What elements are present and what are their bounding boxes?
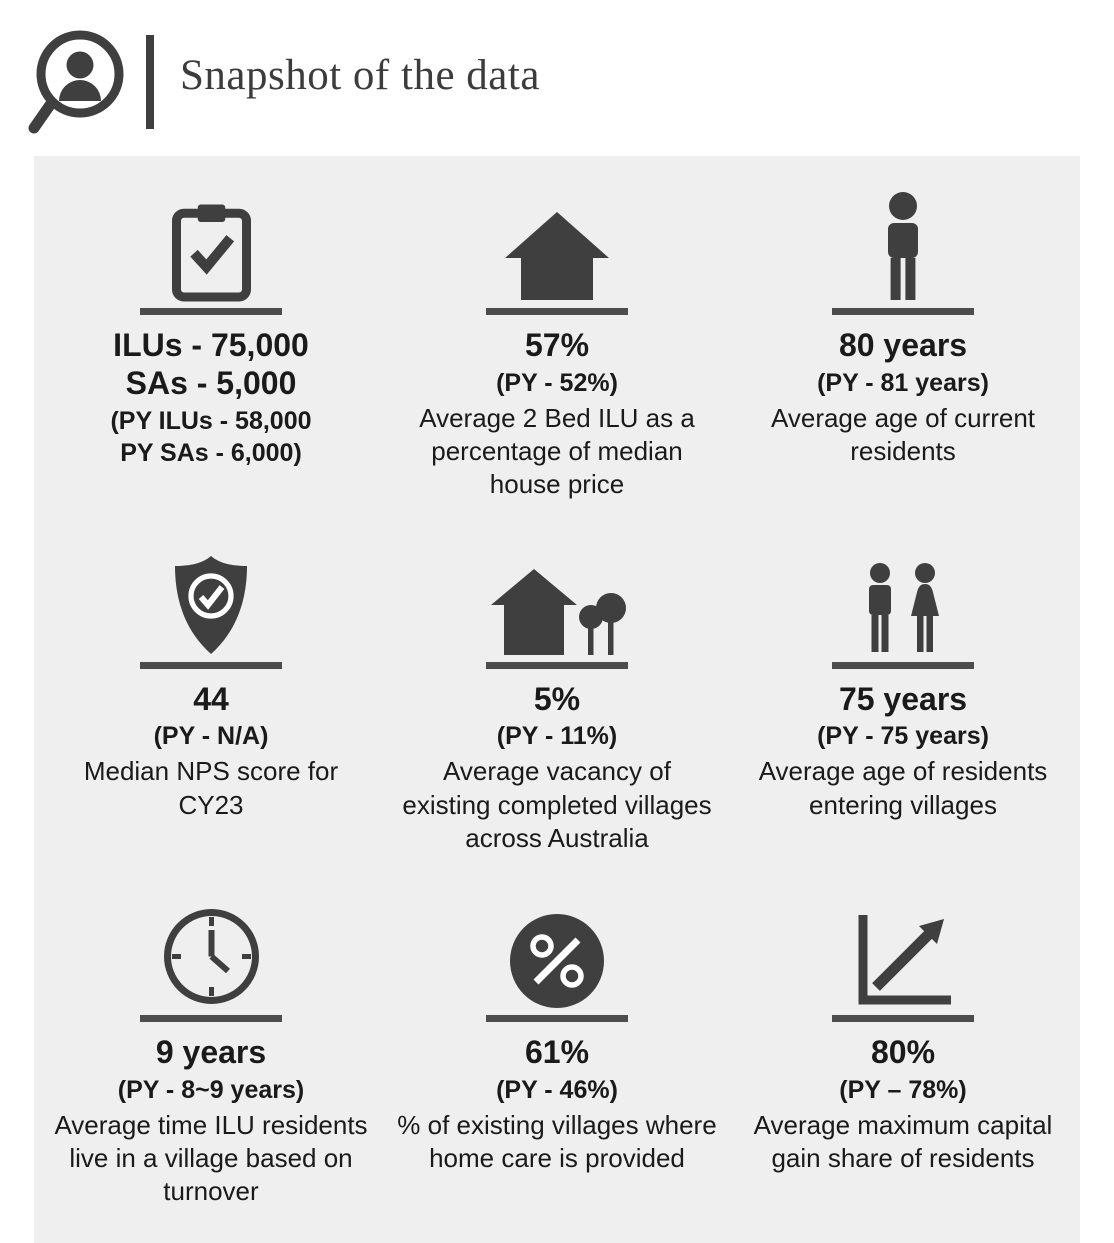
shield-check-icon [165, 538, 257, 656]
stat-prior-year: (PY – 78%) [839, 1075, 967, 1104]
person-magnifier-icon [20, 25, 132, 139]
stat-prior-year: (PY ILUs - 58,000 [110, 406, 312, 435]
stat-prior-year: (PY - 81 years) [817, 368, 989, 397]
icon-underline [140, 662, 282, 669]
stat-value: 61% [524, 1034, 590, 1071]
stat-description: % of existing villages where home care is provided [397, 1109, 717, 1174]
stat-prior-year-2: PY SAs - 6,000) [120, 438, 302, 467]
page-title: Snapshot of the data [180, 51, 540, 99]
house-trees-icon [487, 538, 627, 656]
stat-card-entry-age [730, 538, 1076, 856]
clock-icon [159, 891, 264, 1009]
stat-value: 75 years [838, 680, 968, 717]
stat-card-vacancy [384, 538, 730, 856]
house-icon [503, 184, 611, 302]
header [0, 0, 1114, 142]
header-divider [146, 35, 154, 129]
icon-underline [486, 1015, 628, 1022]
icon-underline [140, 1015, 282, 1022]
icon-underline [832, 662, 974, 669]
stat-value: 5% [533, 680, 581, 717]
stat-description: Median NPS score for CY23 [83, 756, 339, 820]
stats-grid [38, 184, 1076, 1209]
clipboard-check-icon [164, 184, 259, 302]
stat-prior-year: (PY - 8~9 years) [117, 1075, 305, 1104]
stat-value: 57% [524, 327, 590, 363]
stat-prior-year: (PY - 11%) [496, 722, 618, 751]
stat-card-nps [38, 538, 384, 856]
stat-card-units [38, 184, 384, 502]
icon-underline [140, 308, 282, 315]
stat-value: ILUs - 75,000 [113, 327, 309, 363]
stat-value: 80 years [838, 327, 968, 363]
stat-value: 9 years [155, 1034, 267, 1071]
icon-underline [832, 1015, 974, 1022]
stats-panel [34, 156, 1080, 1243]
growth-chart-icon [853, 891, 953, 1009]
stat-description: Average time ILU residents live in a village based on turnover [54, 1109, 368, 1207]
stat-description: Average 2 Bed ILU as a percentage of median house price [419, 402, 695, 500]
stat-card-price-ratio [384, 184, 730, 502]
stat-prior-year: (PY - N/A) [153, 722, 269, 751]
stat-description: Average age of residents entering villages [758, 756, 1048, 820]
percent-circle-icon [509, 891, 605, 1009]
stat-card-resident-age [730, 184, 1076, 502]
stat-card-home-care [384, 891, 730, 1209]
stat-prior-year: (PY - 52%) [496, 368, 618, 397]
stat-prior-year: (PY - 75 years) [817, 722, 989, 751]
stat-description: Average age of current residents [770, 402, 1036, 467]
stat-prior-year: (PY - 46%) [496, 1075, 618, 1104]
stat-value: 80% [870, 1034, 936, 1071]
icon-underline [486, 308, 628, 315]
stat-description: Average maximum capital gain share of residents [753, 1109, 1053, 1174]
person-icon [877, 184, 929, 302]
stat-description: Average vacancy of existing completed villages across Australia [402, 756, 712, 853]
icon-underline [486, 662, 628, 669]
stat-value-2: SAs - 5,000 [125, 364, 297, 401]
man-woman-icon [853, 538, 953, 656]
icon-underline [832, 308, 974, 315]
stat-card-capital-gain [730, 891, 1076, 1209]
stat-card-tenure [38, 891, 384, 1209]
stat-value: 44 [193, 680, 229, 717]
